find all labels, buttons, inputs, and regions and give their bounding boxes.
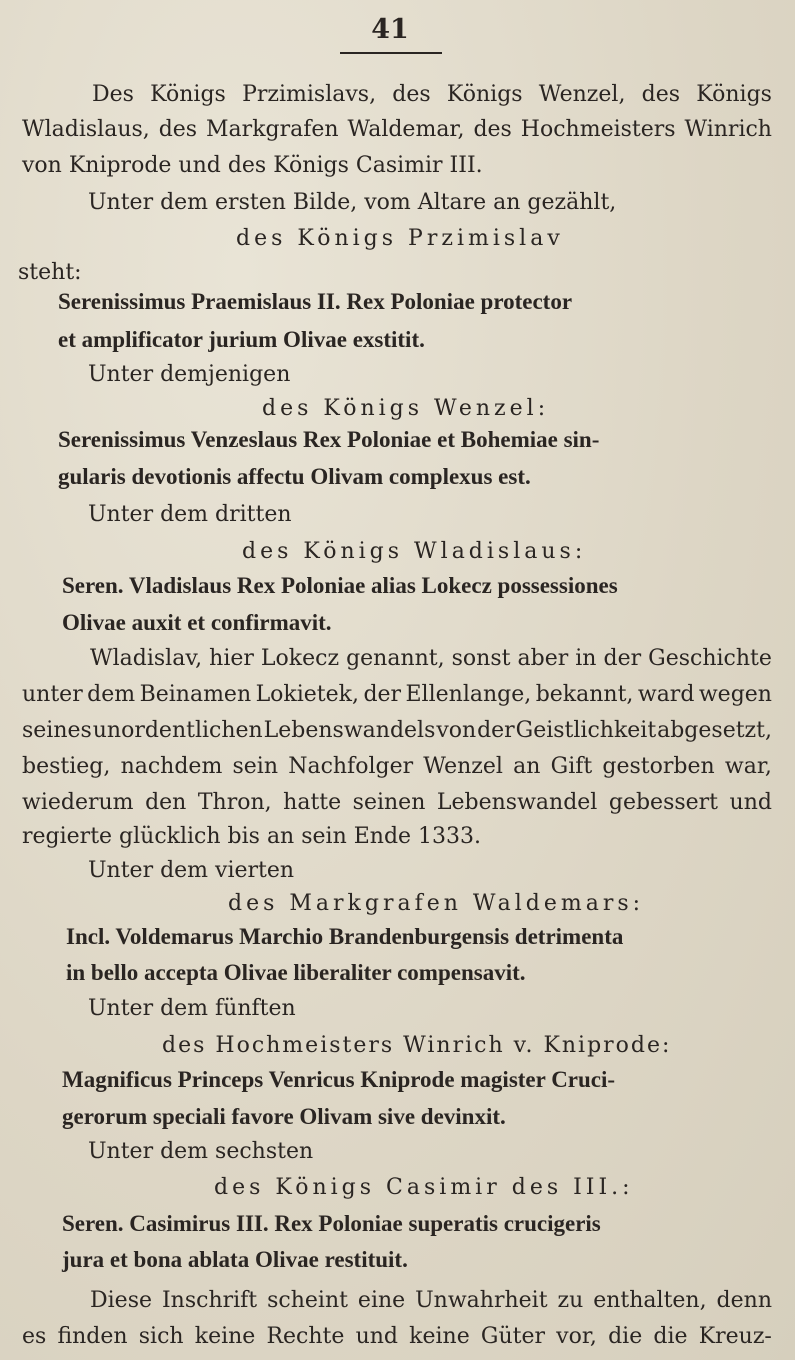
text-line: bestieg, nachdem sein Nachfolger Wenzel an Gift gestorben war, <box>22 754 772 779</box>
text-line: regierte glücklich bis an sein Ende 1333. <box>22 824 482 849</box>
text-line: seines unordentlichen Lebenswandels von der Geistlichkeit abgesetzt, <box>22 718 772 743</box>
latin-inscription: et amplificator jurium Olivae exstitit. <box>58 327 425 352</box>
latin-inscription: Serenissimus Praemislaus II. Rex Poloniae protector <box>58 289 573 314</box>
text-line: Unter dem sechsten <box>88 1139 314 1164</box>
text-line: Unter dem fünften <box>88 996 296 1021</box>
text-line: Des Königs Przimislavs, des Königs Wenzel, des Königs <box>92 82 772 107</box>
page-number: 41 <box>371 14 409 45</box>
text-line: Unter dem vierten <box>88 858 295 883</box>
text-line: unter dem Beinamen Lokietek, der Ellenlange, bekannt, ward wegen <box>22 682 772 707</box>
subheading: des Markgrafen Waldemars: <box>228 891 645 916</box>
latin-inscription: Seren. Vladislaus Rex Poloniae alias Lokecz possessiones <box>62 573 618 598</box>
latin-inscription: Serenissimus Venzeslaus Rex Poloniae et Bohemiae sin- <box>58 427 600 452</box>
latin-inscription: Magnificus Princeps Venricus Kniprode magister Cruci- <box>62 1067 616 1092</box>
subheading: des Königs Wladislaus: <box>242 539 587 564</box>
text-line: Unter dem dritten <box>88 502 292 527</box>
latin-inscription: gularis devotionis affectu Olivam complexus est. <box>58 464 531 489</box>
latin-inscription: Seren. Casimirus III. Rex Poloniae superatis crucigeris <box>62 1211 601 1236</box>
header-rule <box>340 52 442 54</box>
latin-inscription: gerorum speciali favore Olivam sive devinxit. <box>62 1104 506 1129</box>
latin-inscription: jura et bona ablata Olivae restituit. <box>62 1247 408 1272</box>
latin-inscription: in bello accepta Olivae liberaliter compensavit. <box>66 960 526 985</box>
text-line: Wladislav, hier Lokecz genannt, sonst aber in der Geschichte <box>90 646 772 671</box>
text-line: Wladislaus, des Markgrafen Waldemar, des Hochmeisters Winrich <box>22 117 772 142</box>
text-line: von Kniprode und des Königs Casimir III. <box>22 153 483 178</box>
subheading: des Hochmeisters Winrich v. Kniprode: <box>162 1033 672 1058</box>
subheading: des Königs Casimir des III.: <box>214 1175 634 1200</box>
text-line: Unter demjenigen <box>88 362 291 387</box>
latin-inscription: Olivae auxit et confirmavit. <box>62 610 332 635</box>
subheading: des Königs Wenzel: <box>262 396 550 421</box>
subheading: des Königs Przimislav <box>236 226 564 251</box>
text-line: steht: <box>18 260 82 285</box>
text-line: wiederum den Thron, hatte seinen Lebenswandel gebessert und <box>22 790 772 815</box>
latin-inscription: Incl. Voldemarus Marchio Brandenburgensis detrimenta <box>66 924 624 949</box>
text-line: Unter dem ersten Bilde, vom Altare an gezählt, <box>88 190 617 215</box>
text-line: Diese Inschrift scheint eine Unwahrheit zu enthalten, denn <box>90 1288 772 1313</box>
text-line: es finden sich keine Rechte und keine Güter vor, die die Kreuz- <box>22 1324 772 1349</box>
